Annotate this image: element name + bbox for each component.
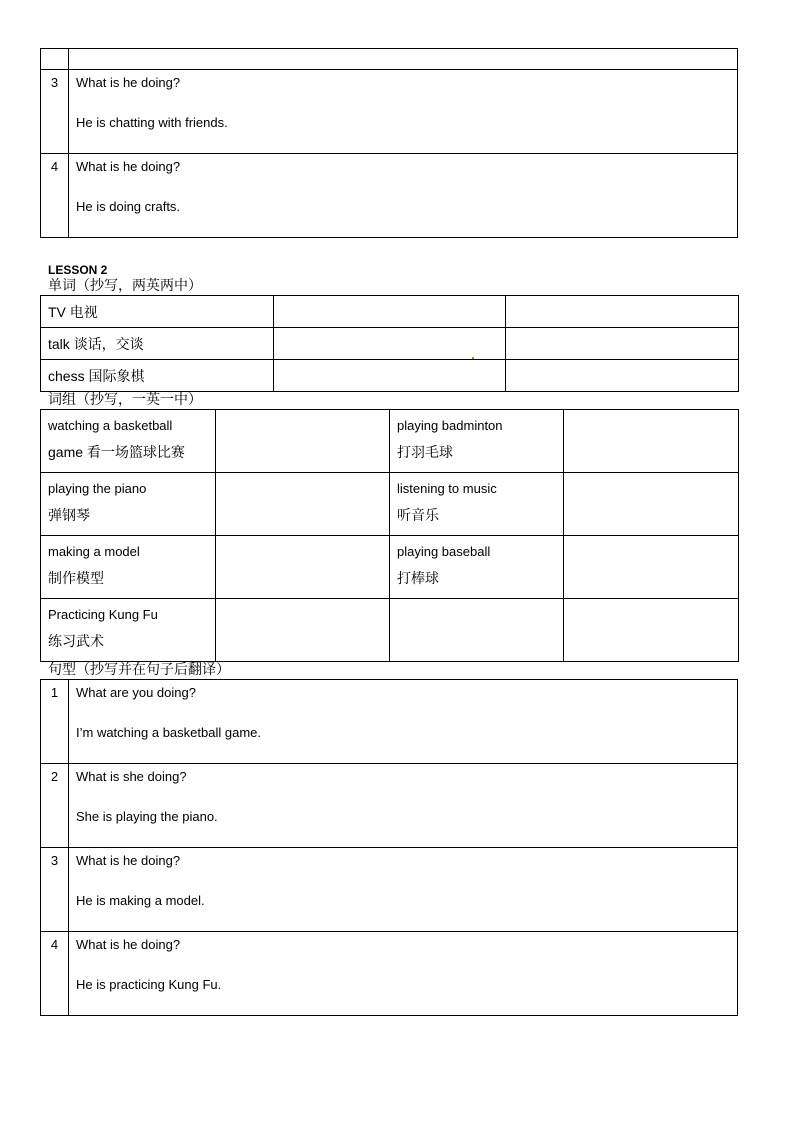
phrase-en: Practicing Kung Fu	[48, 607, 158, 622]
word-en: TV	[48, 303, 66, 320]
number-cell	[41, 154, 69, 238]
row-number: 2	[50, 769, 59, 784]
phrase-zh: 打棒球	[397, 570, 439, 586]
lesson-heading: LESSON 2	[48, 263, 108, 277]
blank-cell[interactable]	[216, 599, 390, 662]
question-text: What is she doing?	[76, 769, 187, 784]
blank-cell[interactable]	[564, 536, 739, 599]
word-zh: 谈话，交谈	[73, 335, 144, 352]
sentence-cell	[69, 764, 738, 848]
phrase-cell	[41, 599, 216, 662]
sentences-section-title: 句型（抄写并在句子后翻译）	[48, 662, 230, 678]
row-number: 3	[50, 853, 59, 868]
phrase-en: listening to music	[397, 481, 497, 496]
table-row	[41, 536, 739, 599]
phrase-cell	[41, 473, 216, 536]
table-row	[41, 49, 738, 70]
phrase-cell	[390, 410, 564, 473]
blank-cell[interactable]	[390, 599, 564, 662]
blank-cell[interactable]	[274, 296, 506, 328]
question-text: What are you doing?	[76, 685, 196, 700]
row-number: 4	[50, 937, 59, 952]
question-text: What is he doing?	[76, 75, 181, 90]
answer-text: He is making a model.	[76, 893, 205, 908]
phrase-zh: 弹钢琴	[48, 507, 90, 523]
stray-mark	[472, 357, 474, 359]
question-text: What is he doing?	[76, 853, 181, 868]
phrase-zh: 打羽毛球	[397, 444, 453, 460]
blank-cell[interactable]	[564, 410, 739, 473]
word-zh: 电视	[69, 303, 98, 320]
blank-cell[interactable]	[216, 536, 390, 599]
number-cell	[41, 70, 69, 154]
answer-text: She is playing the piano.	[76, 809, 218, 824]
phrase-zh: 制作模型	[48, 570, 104, 586]
number-cell	[41, 932, 69, 1016]
phrase-en: watching a basketball	[48, 418, 173, 433]
sentence-cell	[69, 680, 738, 764]
blank-cell[interactable]	[564, 473, 739, 536]
blank-cell[interactable]	[216, 473, 390, 536]
phrase-cell	[390, 473, 564, 536]
words-table	[40, 295, 739, 392]
number-cell	[41, 680, 69, 764]
row-number: 3	[50, 75, 59, 90]
blank-cell[interactable]	[506, 360, 739, 392]
phrase-zh: 听音乐	[397, 507, 439, 523]
word-cell	[41, 296, 274, 328]
answer-text: I’m watching a basketball game.	[76, 725, 261, 740]
blank-cell[interactable]	[274, 328, 506, 360]
table-row	[41, 154, 738, 238]
phrase-cell	[41, 536, 216, 599]
word-cell	[41, 360, 274, 392]
word-en: chess	[48, 367, 85, 384]
table-row	[41, 473, 739, 536]
sentence-cell	[69, 49, 738, 70]
question-text: What is he doing?	[76, 159, 181, 174]
question-text: What is he doing?	[76, 937, 181, 952]
answer-text: He is chatting with friends.	[76, 115, 228, 130]
table-row	[41, 360, 739, 392]
table-row	[41, 764, 738, 848]
phrase-en: playing baseball	[397, 544, 491, 559]
sentence-cell	[69, 154, 738, 238]
table-row	[41, 848, 738, 932]
blank-cell[interactable]	[274, 360, 506, 392]
phrase-en: making a model	[48, 544, 140, 559]
table-row	[41, 932, 738, 1016]
table-row	[41, 410, 739, 473]
lesson2-sentences-table	[40, 679, 738, 1016]
answer-text: He is doing crafts.	[76, 199, 181, 214]
row-number: 1	[50, 685, 59, 700]
phrase-en: playing the piano	[48, 481, 147, 496]
sentence-cell	[69, 932, 738, 1016]
phrase-en: playing badminton	[397, 418, 503, 433]
table-row	[41, 328, 739, 360]
table-row	[41, 680, 738, 764]
worksheet-page	[40, 48, 738, 1016]
phrase-zh: 练习武术	[48, 633, 104, 649]
phrase-zh: game 看一场篮球比赛	[48, 444, 185, 460]
word-en: talk	[48, 335, 70, 352]
sentence-cell	[69, 70, 738, 154]
phrase-cell	[41, 410, 216, 473]
phrases-table	[40, 409, 739, 662]
table-row	[41, 296, 739, 328]
number-cell	[41, 848, 69, 932]
phrase-cell	[390, 536, 564, 599]
word-cell	[41, 328, 274, 360]
number-cell	[41, 764, 69, 848]
words-section-title: 单词（抄写，两英两中）	[48, 278, 202, 294]
word-zh: 国际象棋	[88, 367, 145, 384]
phrases-section-title: 词组（抄写，一英一中）	[48, 392, 202, 408]
row-number: 4	[50, 159, 59, 174]
blank-cell[interactable]	[506, 296, 739, 328]
sentence-cell	[69, 848, 738, 932]
blank-cell[interactable]	[506, 328, 739, 360]
lesson1-sentences-table	[40, 48, 738, 238]
blank-cell[interactable]	[564, 599, 739, 662]
blank-cell[interactable]	[216, 410, 390, 473]
table-row	[41, 70, 738, 154]
number-cell	[41, 49, 69, 70]
answer-text: He is practicing Kung Fu.	[76, 977, 222, 992]
table-row	[41, 599, 739, 662]
